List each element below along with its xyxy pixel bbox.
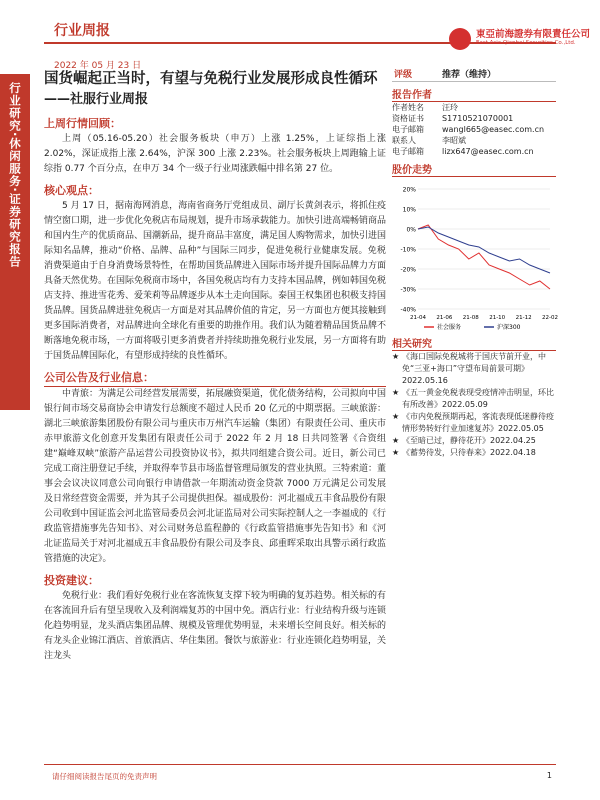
- related-report-item[interactable]: [392, 447, 556, 459]
- related-report-item[interactable]: [392, 411, 556, 435]
- related-report-item[interactable]: [392, 435, 556, 447]
- y-tick-label: -20%: [400, 266, 416, 274]
- x-tick-label: 21-10: [489, 315, 506, 321]
- x-tick-label: 22-02: [542, 315, 558, 321]
- authors-heading: 报告作者: [392, 86, 556, 102]
- author-info-row: [392, 113, 556, 124]
- rating-row: [392, 66, 556, 82]
- legend-label: 沪深300: [497, 324, 521, 331]
- author-info-row: [392, 124, 556, 135]
- report-title: 国货崛起正当时，有望与免税行业发展形成良性循环: [44, 71, 378, 87]
- author-info-value: wangl665@easec.com.cn: [442, 125, 545, 134]
- star-bullet-icon: ★: [392, 436, 400, 445]
- legend-label: 社会服务: [437, 324, 462, 331]
- related-report-item[interactable]: [392, 387, 556, 411]
- x-tick-label: 21-08: [462, 315, 479, 321]
- related-report-title: 《至暗已过，静待花开》2022.04.25: [402, 436, 536, 445]
- authors-list: [392, 102, 556, 157]
- report-subtitle: ——社服行业周报: [44, 92, 149, 107]
- core-view-text: 5 月 17 日，据南海网消息，海南省商务厅党组成员、副厅长黄剑表示，将抓住疫情空窗口期，进一步优化免税店布局规划，提升市场承载能力。加快引进高端畅销商品和国内生产的优质商品、国潮新品，提升商品丰富度，满足国人购物需求，加快引进国际知名品牌，推动“价格、品牌、品种”与国际三同步，促进免税行业健康发展。免税消费渠道由于自身消费场景特性，在帮助国货品牌进入国际市场并提升国际品牌力方面具备天然优势。在国际免税商市场中，各国免税店均有力支持本国品牌，例如韩国免税店支持、推进雪花秀、爱茉莉等品牌逐步从本土走向国际。泰国王权集团也积极支持国货品牌。国货品牌进驻免税店一方面是对其品牌价值的肯定，另一方面也方便其接触到更多国际消费者，对品牌进向全球化有重要的助推作用。我们认为随着精品国货品牌不断落地免税市场，一方面将吸引更多消费者并持续助推免税行业发展，另一方面将有助于国货品牌国际化，有望形成持续的良性循环。: [44, 201, 387, 361]
- y-tick-label: 0%: [406, 226, 416, 234]
- side-banner-text: 行业研究·休闲服务·证券研究报告: [8, 82, 22, 268]
- page-number: 1: [546, 771, 552, 780]
- author-info-label: 电子邮箱: [392, 147, 424, 156]
- report-date: 2022 年 05 月 23 日: [54, 61, 142, 71]
- news-text: 中青旅：为满足公司经营发展需要，拓展融资渠道，优化债务结构，公司拟向中国银行间市场交易商协会申请发行总额度不超过人民币 20 亿元的中期票据。三峡旅游：湖北三峡旅游集团股份有限公司与重庆市万州汽车运输（集团）有限责任公司、重庆市赤甲旅游文化创意开发集团有限责任公司于 2022 年 2 月 18 日共同签署《合资组建“巅峰双峡”旅游产品运营公司投资协议书》，拟共同组建合资公司。近日，新公司已完成工商注册登记手续，并取得奉节县市场监督管理局颁发的营业执照。三特索道：董事会会议决议同意公司向银行申请借款一年期流动资金贷款 7000 万元满足公司发展及日常经营资金需要，并为其子公司提供担保。福成股份：河北福成五丰食品股份有限公司收到中国证监会河北监管局委员会河北证监局对公司实际控制人之一李福成的《行政监管措施事先告知书》、对公司财务总监程静的《行政监管措施事先告知书》和《河北证监局关于对河北福成五丰食品股份有限公司及李良、邱重晖采取出具警示函行政监管措施的决定》。: [44, 389, 387, 564]
- market-review-text: 上周（05.16-05.20）社会服务板块（申万）上涨 1.25%，上证综指上涨 2.02%，深证成指上涨 2.64%，沪深 300 上涨 2.23%。社会服务板块上周跑输上证综指 0.77 个百分点，在申万 34 个一级子行业周涨跌幅中排名第 27 位。: [44, 134, 386, 174]
- x-tick-label: 21-04: [410, 315, 426, 321]
- company-logo-icon: [449, 28, 471, 50]
- series-line-1: [418, 227, 550, 273]
- company-name-en: East Asia Qianhai Securities Co.,Ltd.: [476, 40, 576, 46]
- core-view-heading: 核心观点：: [44, 184, 99, 197]
- x-tick-label: 21-06: [436, 315, 453, 321]
- news-heading: 公司公告及行业信息：: [44, 370, 386, 387]
- related-report-item[interactable]: [392, 351, 556, 387]
- price-chart: [392, 181, 556, 331]
- author-info-value: lizx647@easec.com.cn: [442, 147, 534, 156]
- related-heading: 相关研究: [392, 335, 556, 351]
- related-list: [392, 351, 556, 459]
- page-footer: [44, 764, 556, 782]
- author-info-row: [392, 102, 556, 113]
- rating-label: 评级: [394, 70, 413, 80]
- main-column: [44, 66, 386, 664]
- y-tick-label: 20%: [402, 186, 416, 194]
- related-report-title: 《五一黄金免税表现受疫情冲击明显，环比有所改善》2022.05.09: [402, 388, 554, 409]
- author-info-value: 汪玲: [442, 103, 458, 112]
- y-tick-label: 10%: [402, 206, 416, 214]
- page-header: [44, 14, 591, 71]
- advice-heading: 投资建议：: [44, 574, 99, 587]
- author-info-value: S1710521070001: [442, 114, 514, 123]
- series-line-0: [418, 225, 550, 289]
- author-info-label: 资格证书: [392, 114, 424, 123]
- star-bullet-icon: ★: [392, 352, 400, 361]
- author-info-label: 联系人: [392, 136, 416, 145]
- related-report-title: 《海口国际免税城将于国庆节前开业，中免“三亚+海口”守望布局前景可期》2022.05.16: [402, 352, 546, 385]
- author-info-row: [392, 146, 556, 157]
- related-report-title: 《市内免税预期再起，客流表现低迷静待疫情形势转好行业加速复苏》2022.05.05: [402, 412, 554, 433]
- report-type: 行业周报: [54, 23, 110, 39]
- author-info-value: 李昭斌: [442, 136, 466, 145]
- star-bullet-icon: ★: [392, 388, 400, 397]
- y-tick-label: -10%: [400, 246, 416, 254]
- star-bullet-icon: ★: [392, 448, 400, 457]
- x-tick-label: 21-12: [515, 315, 532, 321]
- side-banner: [0, 74, 30, 410]
- rating-value: 推荐（维持）: [442, 70, 497, 80]
- price-chart-svg: [392, 181, 556, 331]
- disclaimer-note: 请仔细阅读报告尾页的免责声明: [52, 772, 157, 781]
- advice-text: 免税行业：我们看好免税行业在客流恢复支撑下较为明确的复苏趋势。相关标的有在客流回升后有望呈现收入及利润端复苏的中国中免。酒店行业：行业结构升级与连锁化趋势明显，龙头酒店集团品牌、规模及管理优势明显，未来增长空间良好。相关标的有龙头企业锦江酒店、首旅酒店、华住集团。餐饮与旅游业：行业连锁化趋势明显，关注龙头: [44, 591, 387, 661]
- author-info-label: 作者姓名: [392, 103, 424, 112]
- right-column: [392, 66, 556, 459]
- star-bullet-icon: ★: [392, 412, 400, 421]
- market-review-heading: 上周行情回顾：: [44, 117, 121, 130]
- chart-heading: 股价走势: [392, 161, 556, 177]
- y-tick-label: -40%: [400, 306, 416, 314]
- company-name: 東亞前海證券有限責任公司: [476, 29, 591, 40]
- y-tick-label: -30%: [400, 286, 416, 294]
- author-info-label: 电子邮箱: [392, 125, 424, 134]
- related-report-title: 《蓄势待发，只待春来》2022.04.18: [402, 448, 536, 457]
- author-info-row: [392, 135, 556, 146]
